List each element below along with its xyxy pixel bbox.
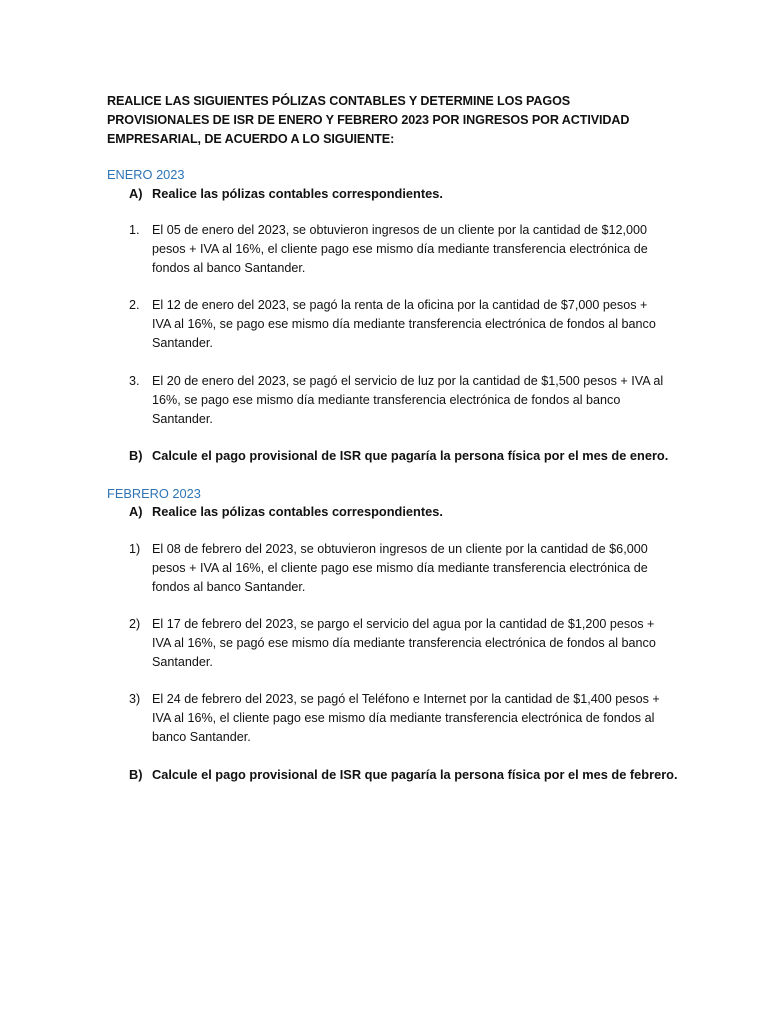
febrero-instruction-b — [129, 765, 689, 784]
enero-item-3-text: El 20 de enero del 2023, se pagó el servicio de luz por la cantidad de $1,500 pesos + IVA al 16%, se pago ese mismo día mediante transferencia electrónica de fondos al banco Santander. — [152, 374, 664, 426]
enero-b-marker: B) — [129, 448, 143, 463]
febrero-item-2-marker: 2) — [129, 617, 141, 631]
febrero-a-marker: A) — [129, 504, 143, 519]
enero-a-marker: A) — [129, 186, 143, 201]
febrero-instruction-a — [129, 502, 689, 521]
enero-instruction-b — [129, 446, 689, 465]
section-heading-febrero: FEBRERO 2023 — [107, 486, 201, 501]
enero-item-1-text: El 05 de enero del 2023, se obtuvieron ingresos de un cliente por la cantidad de $12,000 pesos + IVA al 16%, el cliente pago ese mismo día mediante transferencia electrónica de fondos al banco Santander. — [152, 223, 648, 275]
febrero-item-1-marker: 1) — [129, 542, 141, 556]
enero-item-2 — [129, 296, 669, 353]
document-title: REALICE LAS SIGUIENTES PÓLIZAS CONTABLES Y DETERMINE LOS PAGOS PROVISIONALES DE ISR DE ENERO Y FEBRERO 2023 POR INGRESOS POR ACTIVIDAD EMPRESARIAL, DE ACUERDO A LO SIGUIENTE: — [107, 94, 630, 146]
enero-item-1-marker: 1. — [129, 223, 140, 237]
febrero-b-marker: B) — [129, 767, 143, 782]
enero-item-3-marker: 3. — [129, 374, 140, 388]
febrero-item-2 — [129, 615, 669, 672]
enero-instruction-a — [129, 184, 689, 203]
enero-a-text: Realice las pólizas contables correspondientes. — [152, 186, 443, 201]
febrero-item-3-marker: 3) — [129, 692, 141, 706]
enero-item-3 — [129, 372, 669, 429]
febrero-item-2-text: El 17 de febrero del 2023, se pargo el servicio del agua por la cantidad de $1,200 pesos + IVA al 16%, se pagó ese mismo día mediante transferencia electrónica de fondos al banco Santander. — [152, 617, 656, 669]
febrero-item-1-text: El 08 de febrero del 2023, se obtuvieron ingresos de un cliente por la cantidad de $6,000 pesos + IVA al 16%, el cliente pago ese mismo día mediante transferencia electrónica de fondos al banco Santander. — [152, 542, 648, 594]
enero-item-2-text: El 12 de enero del 2023, se pagó la renta de la oficina por la cantidad de $7,000 pesos + IVA al 16%, se pago ese mismo día mediante transferencia electrónica de fondos al banco Santander. — [152, 298, 656, 350]
febrero-item-1 — [129, 540, 669, 597]
enero-b-text: Calcule el pago provisional de ISR que pagaría la persona física por el mes de enero. — [152, 448, 669, 463]
febrero-item-3-text: El 24 de febrero del 2023, se pagó el Teléfono e Internet por la cantidad de $1,400 pesos + IVA al 16%, el cliente pago ese mismo día mediante transferencia electrónica de fondos al banco Santander. — [152, 692, 660, 744]
febrero-a-text: Realice las pólizas contables correspondientes. — [152, 504, 443, 519]
enero-item-1 — [129, 221, 669, 278]
febrero-b-text: Calcule el pago provisional de ISR que pagaría la persona física por el mes de febrero. — [152, 767, 678, 782]
febrero-item-3 — [129, 690, 669, 747]
section-heading-enero: ENERO 2023 — [107, 167, 185, 182]
enero-item-2-marker: 2. — [129, 298, 140, 312]
